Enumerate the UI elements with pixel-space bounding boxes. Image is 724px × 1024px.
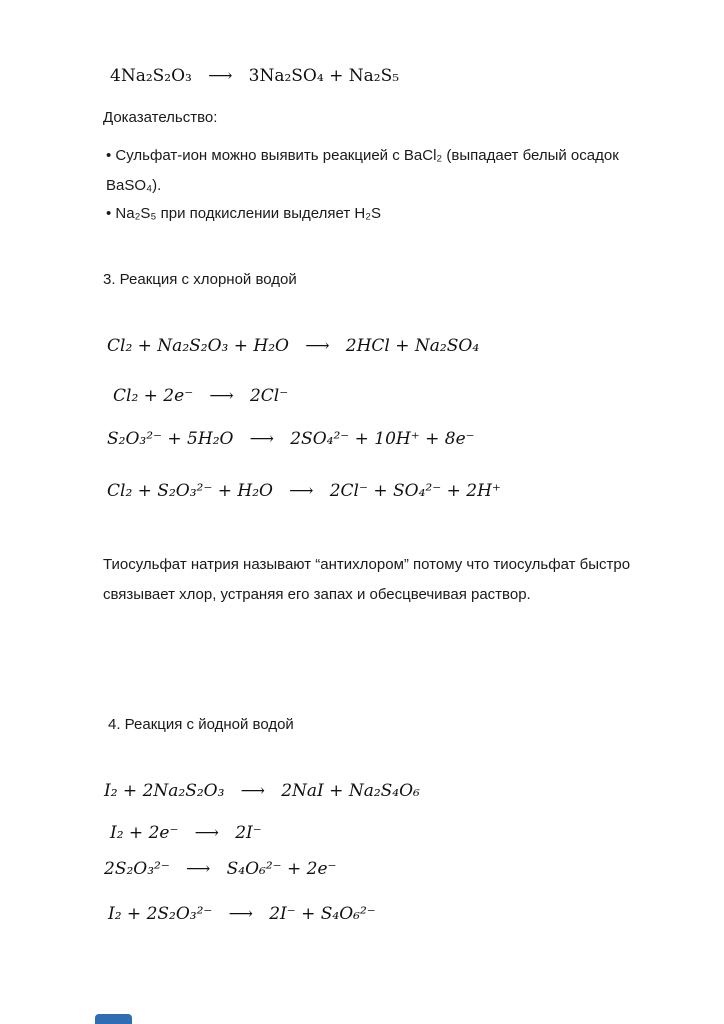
- chlorine-equation-reduction: Cl₂ + 2e⁻ ⟶ 2Cl⁻: [113, 386, 289, 406]
- chlorine-equation-oxidation: S₂O₃²⁻ + 5H₂O ⟶ 2SO₄²⁻ + 10H⁺ + 8e⁻: [107, 429, 475, 449]
- iodine-equation-overall: I₂ + 2Na₂S₂O₃ ⟶ 2NaI + Na₂S₄O₆: [104, 781, 420, 801]
- antichlor-paragraph: Тиосульфат натрия называют “антихлором” потому что тиосульфат быстро связывает хлор, устраняя его запах и обесцвечивая раствор.: [103, 556, 631, 603]
- main-reaction-equation: 4Na₂S₂O₃ ⟶ 3Na₂SO₄ + Na₂S₅: [110, 66, 400, 86]
- bullet-na2s5-acidification: • Na₂S₅ при подкислении выделяет H₂S: [106, 205, 382, 222]
- iodine-equation-ionic: I₂ + 2S₂O₃²⁻ ⟶ 2I⁻ + S₄O₆²⁻: [108, 904, 376, 924]
- iodine-equation-oxidation: 2S₂O₃²⁻ ⟶ S₄O₆²⁻ + 2e⁻: [104, 859, 337, 879]
- chlorine-equation-overall: Cl₂ + Na₂S₂O₃ + H₂O ⟶ 2HCl + Na₂SO₄: [107, 336, 480, 356]
- chlorine-equation-ionic: Cl₂ + S₂O₃²⁻ + H₂O ⟶ 2Cl⁻ + SO₄²⁻ + 2H⁺: [107, 481, 501, 501]
- iodine-equation-reduction: I₂ + 2e⁻ ⟶ 2I⁻: [110, 823, 262, 843]
- proof-heading: Доказательство:: [103, 109, 218, 126]
- bullet-sulfate-detection: • Сульфат-ион можно выявить реакцией с BaCl₂ (выпадает белый осадок BaSO₄).: [106, 147, 619, 194]
- section-4-heading: 4. Реакция с йодной водой: [108, 716, 294, 733]
- section-3-heading: 3. Реакция с хлорной водой: [103, 271, 297, 288]
- next-page-content-peek: [95, 1014, 132, 1024]
